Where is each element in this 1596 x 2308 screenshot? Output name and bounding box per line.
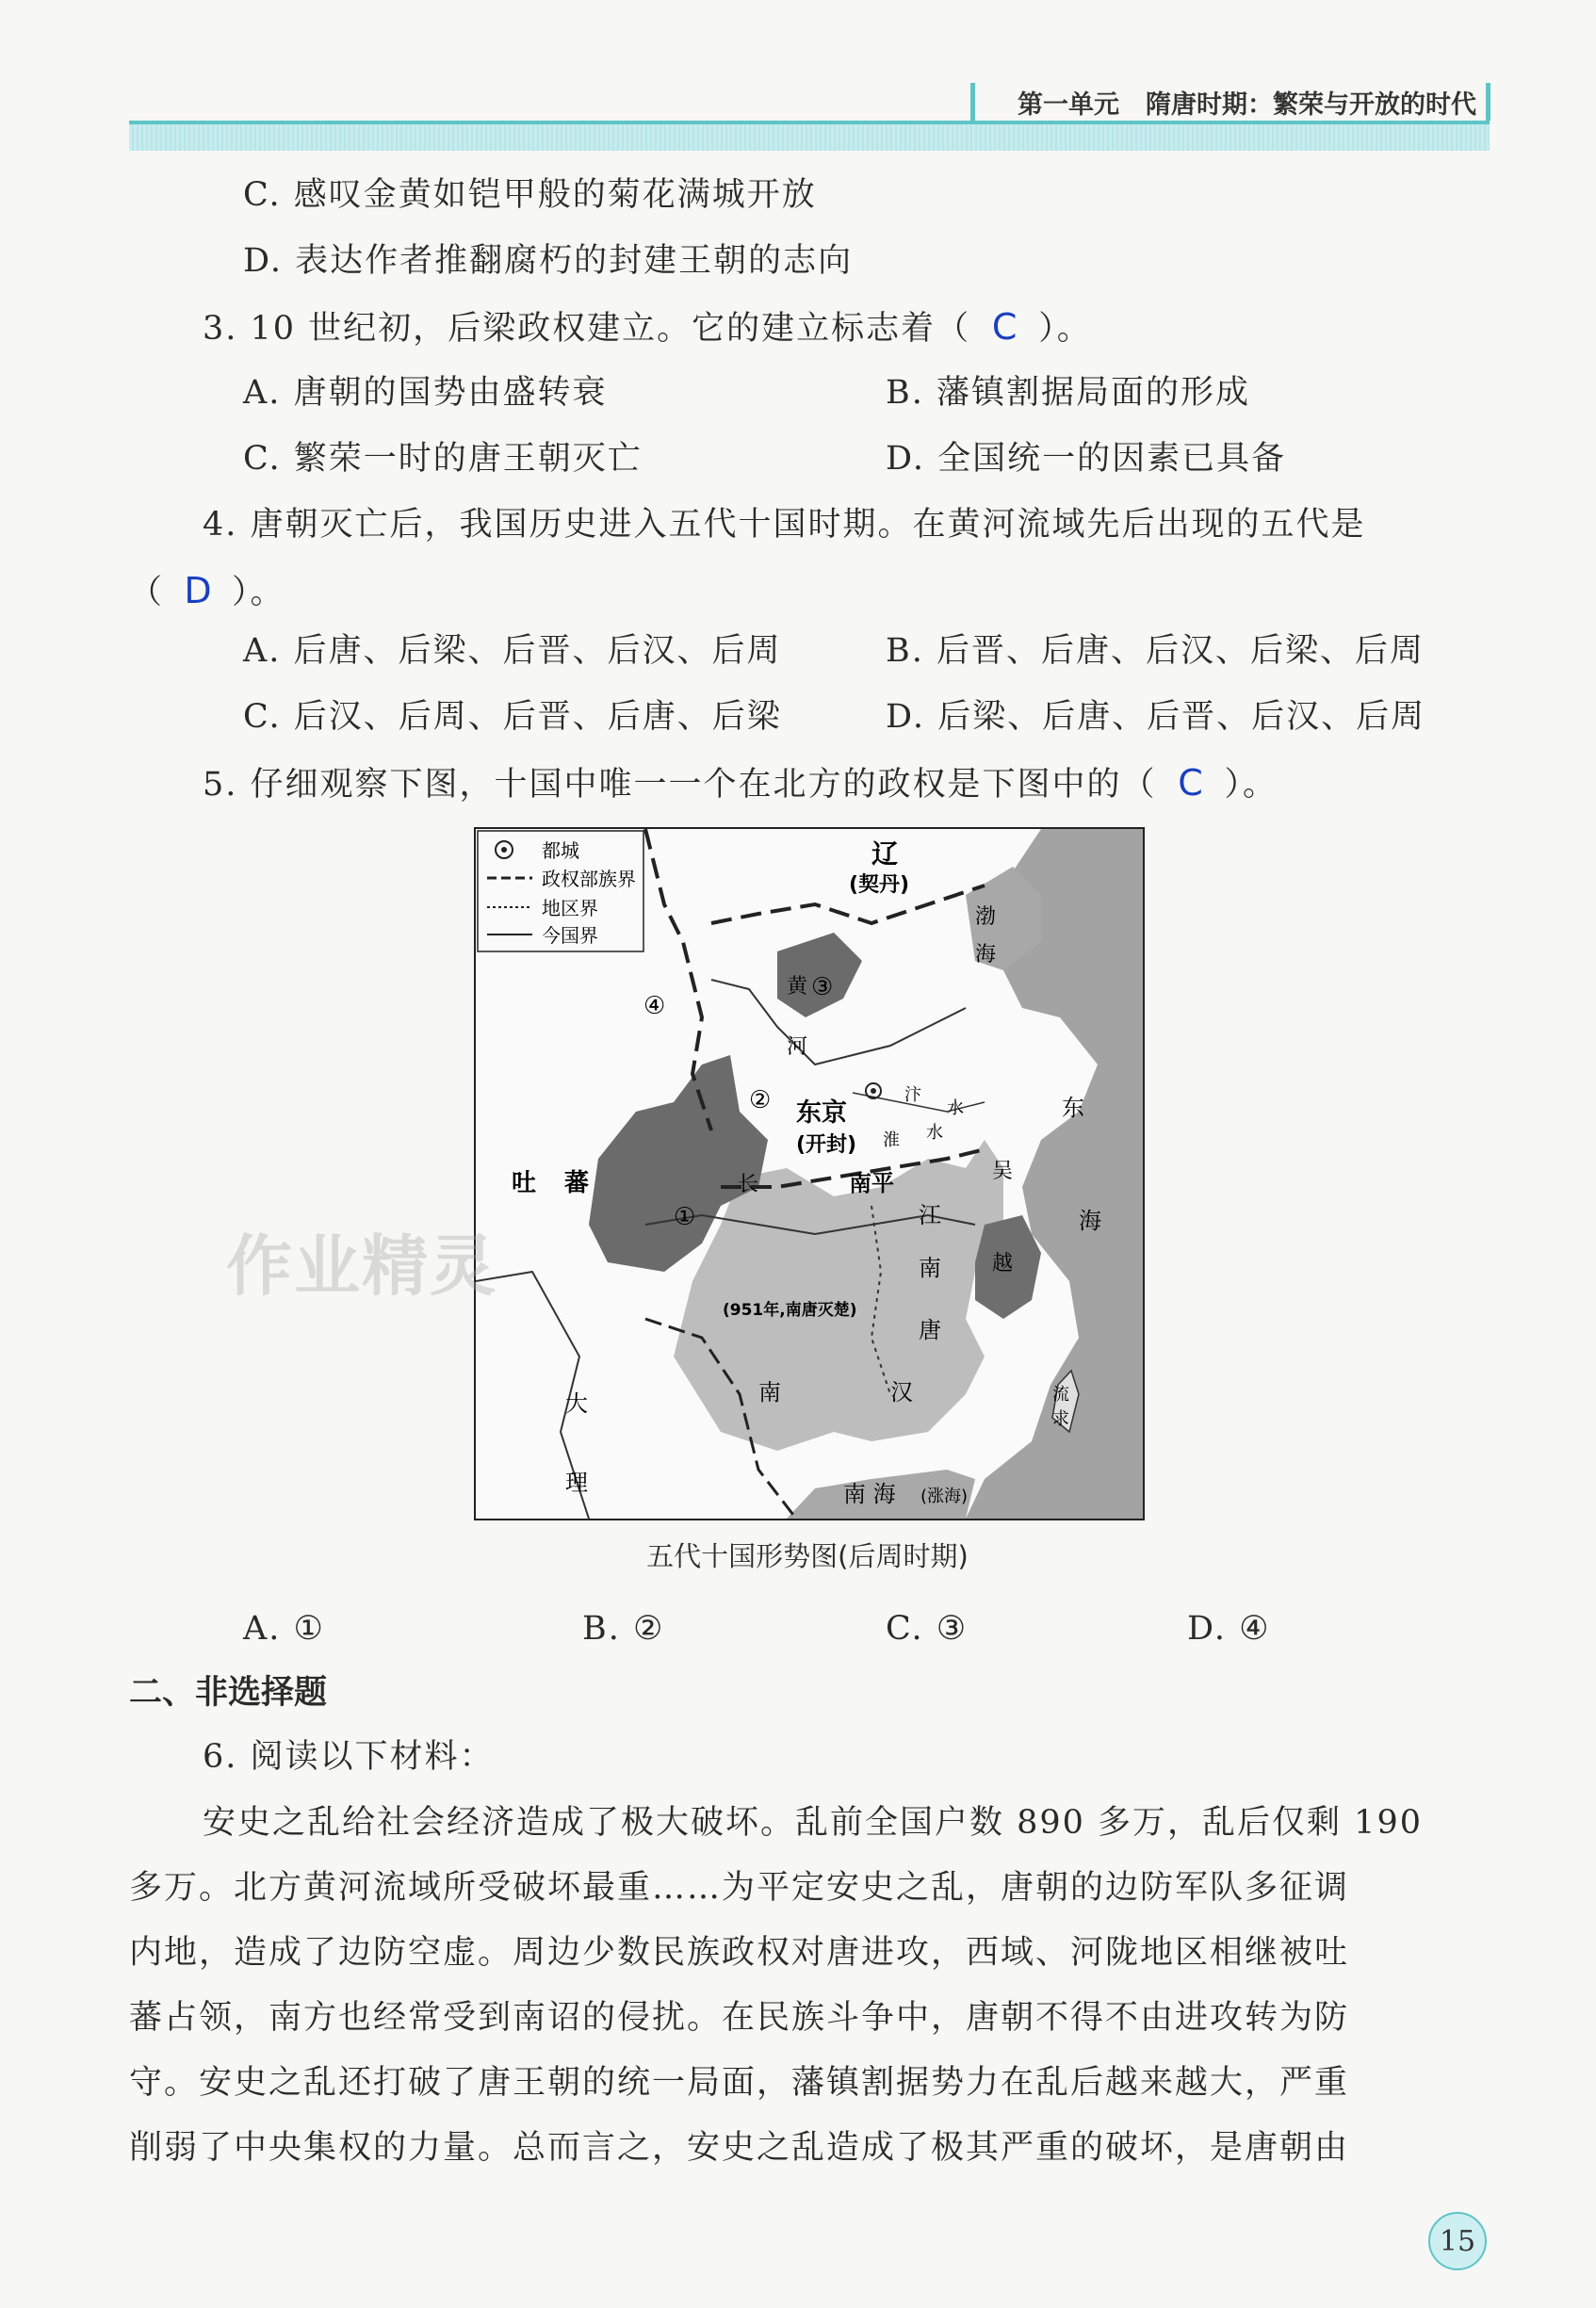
q3-option-a: A. 唐朝的国势由盛转衰: [243, 374, 608, 412]
q5-close: ）。: [1224, 766, 1278, 804]
label-n2: ②: [749, 1086, 772, 1114]
q2-option-c: C. 感叹金黄如铠甲般的菊花满城开放: [243, 176, 817, 214]
page-number: 15: [1428, 2212, 1487, 2270]
q3-close: ）。: [1038, 310, 1092, 348]
q4-answer: D: [184, 570, 212, 611]
label-dongjing: 东京: [796, 1098, 847, 1128]
q6-line-4: 蕃占领，南方也经常受到南诏的侵扰。在民族斗争中，唐朝不得不由进攻转为防: [129, 1999, 1350, 2037]
q5-answer: C: [1178, 762, 1203, 804]
q3-option-c: C. 繁荣一时的唐王朝灭亡: [243, 440, 643, 478]
label-tubo1: 吐: [512, 1169, 537, 1197]
legend-capital: 都城: [542, 839, 579, 862]
label-nanhai: 南 海: [843, 1481, 896, 1507]
unit-header: [970, 83, 1490, 121]
q5-option-d: D. ④: [1187, 1610, 1271, 1648]
q3-stem: [203, 305, 1092, 350]
q2-option-d: D. 表达作者推翻腐朽的封建王朝的志向: [243, 242, 854, 280]
q4-close: ）。: [232, 574, 285, 611]
label-huai: 淮: [883, 1130, 900, 1150]
label-li: 理: [565, 1470, 588, 1496]
five-dynasties-map: [474, 827, 1145, 1520]
q4-answer-line: [129, 569, 285, 614]
q4-stem: 4. 唐朝灭亡后，我国历史进入五代十国时期。在黄河流域先后出现的五代是: [203, 506, 1366, 544]
label-yue: 越: [992, 1252, 1014, 1276]
unit-label: 第一单元: [1018, 89, 1119, 120]
q4-option-c: C. 后汉、后周、后晋、后唐、后梁: [243, 698, 782, 736]
label-huang: 黄: [787, 975, 808, 999]
section-heading: 二、非选择题: [129, 1674, 328, 1712]
q5-option-c: C. ③: [886, 1610, 969, 1648]
capital-symbol-dot: [501, 847, 507, 853]
label-bian: 汴: [904, 1085, 921, 1105]
label-nan: 南: [919, 1255, 941, 1281]
q3-stem-text: 3. 10 世纪初，后梁政权建立。它的建立标志着（: [203, 310, 971, 348]
label-note: (951年,南唐灭楚): [723, 1301, 857, 1320]
label-qidan: (契丹): [849, 873, 910, 897]
q4-option-d: D. 后梁、后唐、后晋、后汉、后周: [886, 698, 1426, 736]
q5-option-b: B. ②: [582, 1610, 665, 1648]
label-hai: 海: [1079, 1208, 1101, 1234]
label-tang: 唐: [919, 1317, 941, 1343]
legend-regime: 政权部族界: [542, 868, 636, 890]
label-bohai2: 海: [975, 943, 997, 967]
q4-open: （: [129, 574, 165, 611]
q5-option-a: A. ①: [243, 1610, 325, 1648]
label-kaifeng: (开封): [796, 1133, 857, 1157]
label-n3: ③: [811, 973, 834, 1001]
q6-line-5: 守。安史之乱还打破了唐王朝的统一局面，藩镇割据势力在乱后越来越大，严重: [129, 2064, 1350, 2102]
q4-option-b: B. 后晋、后唐、后汉、后梁、后周: [886, 632, 1425, 670]
label-n1: ①: [674, 1203, 696, 1231]
q6-line-2: 多万。北方黄河流域所受破坏最重……为平定安史之乱，唐朝的边防军队多征调: [129, 1869, 1350, 1907]
q6-stem: 6. 阅读以下材料：: [203, 1738, 495, 1776]
kaifeng-capital-dot: [871, 1088, 876, 1094]
label-da: 大: [565, 1390, 588, 1417]
q3-option-b: B. 藩镇割据局面的形成: [886, 374, 1250, 412]
label-qiu: 求: [1052, 1409, 1069, 1429]
label-dong: 东: [1062, 1095, 1084, 1121]
unit-title: 隋唐时期：繁荣与开放的时代: [1146, 89, 1476, 120]
q3-option-d: D. 全国统一的因素已具备: [886, 440, 1287, 478]
label-n4: ④: [643, 992, 666, 1020]
label-liu: 流: [1052, 1385, 1069, 1405]
label-shui: 水: [947, 1098, 964, 1118]
label-jiang: 江: [919, 1202, 941, 1228]
map-caption: 五代十国形势图(后周时期): [646, 1540, 969, 1572]
label-nanping: 南平: [849, 1170, 894, 1196]
label-he: 河: [787, 1035, 808, 1059]
label-han: 汉: [890, 1379, 913, 1406]
regime-border-north: [711, 886, 985, 923]
legend-region: 地区界: [542, 897, 598, 919]
watermark: 作业精灵: [226, 1227, 497, 1305]
label-tubo2: 蕃: [564, 1169, 590, 1197]
map-svg: [476, 829, 1143, 1519]
label-chang: 长: [738, 1173, 759, 1196]
q6-line-1: 安史之乱给社会经济造成了极大破坏。乱前全国户数 890 多万，乱后仅剩 190: [203, 1804, 1423, 1842]
label-shui2: 水: [926, 1123, 943, 1143]
q3-answer: C: [991, 306, 1018, 348]
q5-stem: [203, 761, 1278, 806]
label-wu: 吴: [992, 1160, 1014, 1183]
q6-line-6: 削弱了中央集权的力量。总而言之，安史之乱造成了极其严重的破坏，是唐朝由: [129, 2129, 1350, 2167]
legend-modern: 今国界: [542, 924, 598, 947]
q6-line-3: 内地，造成了边防空虚。周边少数民族政权对唐进攻，西域、河陇地区相继被吐: [129, 1934, 1350, 1972]
label-liao: 辽: [871, 838, 899, 870]
header-band: [129, 124, 1490, 151]
q4-option-a: A. 后唐、后梁、后晋、后汉、后周: [243, 632, 782, 670]
q5-stem-text: 5. 仔细观察下图，十国中唯一一个在北方的政权是下图中的（: [203, 766, 1157, 804]
label-zhanghai: (涨海): [920, 1487, 969, 1506]
label-nan2: 南: [758, 1379, 781, 1406]
label-bohai: 渤: [975, 905, 997, 929]
